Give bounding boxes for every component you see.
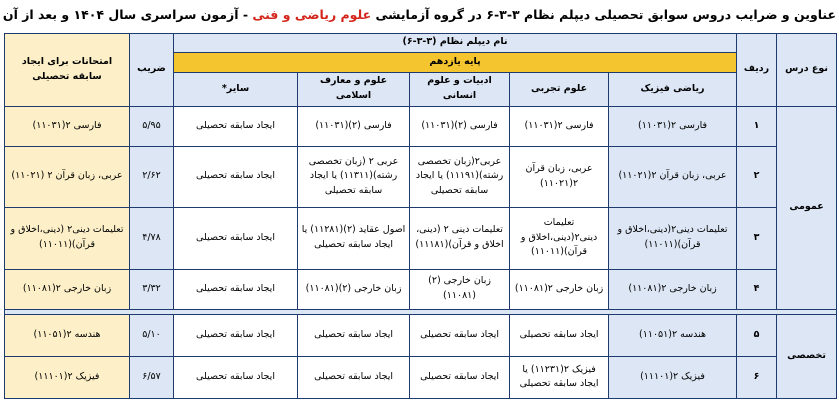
cell-experimental: ایجاد سابقه تحصیلی (510, 314, 609, 356)
row-number: ۳ (737, 207, 777, 269)
cell-islamic: ایجاد سابقه تحصیلی (298, 356, 410, 398)
cell-other: ایجاد سابقه تحصیلی (174, 106, 298, 146)
table-row (5, 106, 837, 146)
cell-islamic: فارسی (۲)(۱۱۰۳۱) (298, 106, 410, 146)
cell-experimental: فیزیک ۲(۱۱۲۳۱) یا ایجاد سابقه تحصیلی (510, 356, 609, 398)
table-row (5, 146, 837, 207)
cell-experimental: زبان خارجی ۲(۱۱۰۸۱) (510, 269, 609, 309)
header-exams: امتحانات برای ایجاد سابقه تحصیلی (5, 34, 130, 107)
cell-experimental: عربی، زبان قرآن ۲(۱۱۰۲۱) (510, 146, 609, 207)
cell-coefficient: ۵/۱۰ (130, 314, 174, 356)
cell-experimental: فارسی ۲(۱۱۰۳۱) (510, 106, 609, 146)
header-humanities: ادبیات و علوم انسانی (410, 72, 510, 106)
cell-islamic: زبان خارجی (۲)(۱۱۰۸۱) (298, 269, 410, 309)
courses-table (4, 33, 837, 399)
header-grade: پایه یازدهم (174, 52, 737, 72)
cell-coefficient: ۵/۹۵ (130, 106, 174, 146)
cell-coefficient: ۲/۶۲ (130, 146, 174, 207)
cell-math: فارسی ۲(۱۱۰۳۱) (609, 106, 737, 146)
cell-exam: فیزیک ۲(۱۱۱۰۱) (5, 356, 130, 398)
cell-math: فیزیک ۲(۱۱۱۰۱) (609, 356, 737, 398)
row-number: ۱ (737, 106, 777, 146)
cell-math: تعلیمات دینی۲(دینی،اخلاق و قرآن)(۱۱۰۱۱) (609, 207, 737, 269)
header-math: ریاضی فیزیک (609, 72, 737, 106)
header-other: سایر* (174, 72, 298, 106)
cell-humanities: تعلیمات دینی ۲ (دینی، اخلاق و قرآن)(۱۱۱۸۱) (410, 207, 510, 269)
header-row: ردیف (737, 34, 777, 107)
title-suffix: - آزمون سراسری سال ۱۴۰۴ و بعد از آن (2, 7, 253, 22)
cell-humanities: عربی۲(زبان تخصصی رشته)(۱۱۱۹۱) یا ایجاد سابقه تحصیلی (410, 146, 510, 207)
table-row (5, 314, 837, 356)
cell-exam: هندسه ۲(۱۱۰۵۱) (5, 314, 130, 356)
cell-other: ایجاد سابقه تحصیلی (174, 146, 298, 207)
cell-coefficient: ۳/۳۲ (130, 269, 174, 309)
header-islamic: علوم و معارف اسلامی (298, 72, 410, 106)
header-coefficient: ضریب (130, 34, 174, 107)
group-general: عمومی (777, 106, 837, 309)
header-course-type: نوع درس (777, 34, 837, 107)
cell-humanities: ایجاد سابقه تحصیلی (410, 356, 510, 398)
group-specialized: تخصصی (777, 314, 837, 398)
title-group: علوم ریاضی و فنی (252, 7, 372, 22)
table-row (5, 207, 837, 269)
page-title (0, 0, 839, 30)
cell-coefficient: ۶/۵۷ (130, 356, 174, 398)
cell-math: عربی، زبان قرآن ۲(۱۱۰۲۱) (609, 146, 737, 207)
cell-islamic: عربی ۲ (زبان تخصصی رشته)(۱۱۳۱۱) یا ایجاد سابقه تحصیلی (298, 146, 410, 207)
row-number: ۶ (737, 356, 777, 398)
table-row (5, 269, 837, 309)
cell-other: ایجاد سابقه تحصیلی (174, 269, 298, 309)
cell-islamic: ایجاد سابقه تحصیلی (298, 314, 410, 356)
row-number: ۴ (737, 269, 777, 309)
cell-exam: عربی، زبان قرآن ۲ (۱۱۰۲۱) (5, 146, 130, 207)
row-number: ۵ (737, 314, 777, 356)
cell-other: ایجاد سابقه تحصیلی (174, 207, 298, 269)
cell-experimental: تعلیمات دینی۲(دینی،اخلاق و قرآن)(۱۱۰۱۱) (510, 207, 609, 269)
cell-math: هندسه ۲(۱۱۰۵۱) (609, 314, 737, 356)
header-experimental: علوم تجربی (510, 72, 609, 106)
title-prefix: عناوین و ضرایب دروس سوابق تحصیلی دیپلم نظام ۳-۳-۶ در گروه آزمایشی (371, 7, 837, 22)
cell-humanities: ایجاد سابقه تحصیلی (410, 314, 510, 356)
cell-math: زبان خارجی ۲(۱۱۰۸۱) (609, 269, 737, 309)
cell-exam: زبان خارجی ۲(۱۱۰۸۱) (5, 269, 130, 309)
cell-exam: فارسی ۲(۱۱۰۳۱) (5, 106, 130, 146)
cell-exam: تعلیمات دینی۲ (دینی،اخلاق و قرآن)(۱۱۰۱۱) (5, 207, 130, 269)
cell-other: ایجاد سابقه تحصیلی (174, 314, 298, 356)
row-number: ۲ (737, 146, 777, 207)
cell-coefficient: ۴/۷۸ (130, 207, 174, 269)
cell-humanities: فارسی (۲)(۱۱۰۳۱) (410, 106, 510, 146)
cell-humanities: زبان خارجی (۲)(۱۱۰۸۱) (410, 269, 510, 309)
header-diploma: نام دیپلم نظام (۳-۳-۶) (174, 34, 737, 53)
table-row (5, 356, 837, 398)
cell-other: ایجاد سابقه تحصیلی (174, 356, 298, 398)
cell-islamic: اصول عقاید (۲)(۱۱۲۸۱) یا ایجاد سابقه تحصیلی (298, 207, 410, 269)
